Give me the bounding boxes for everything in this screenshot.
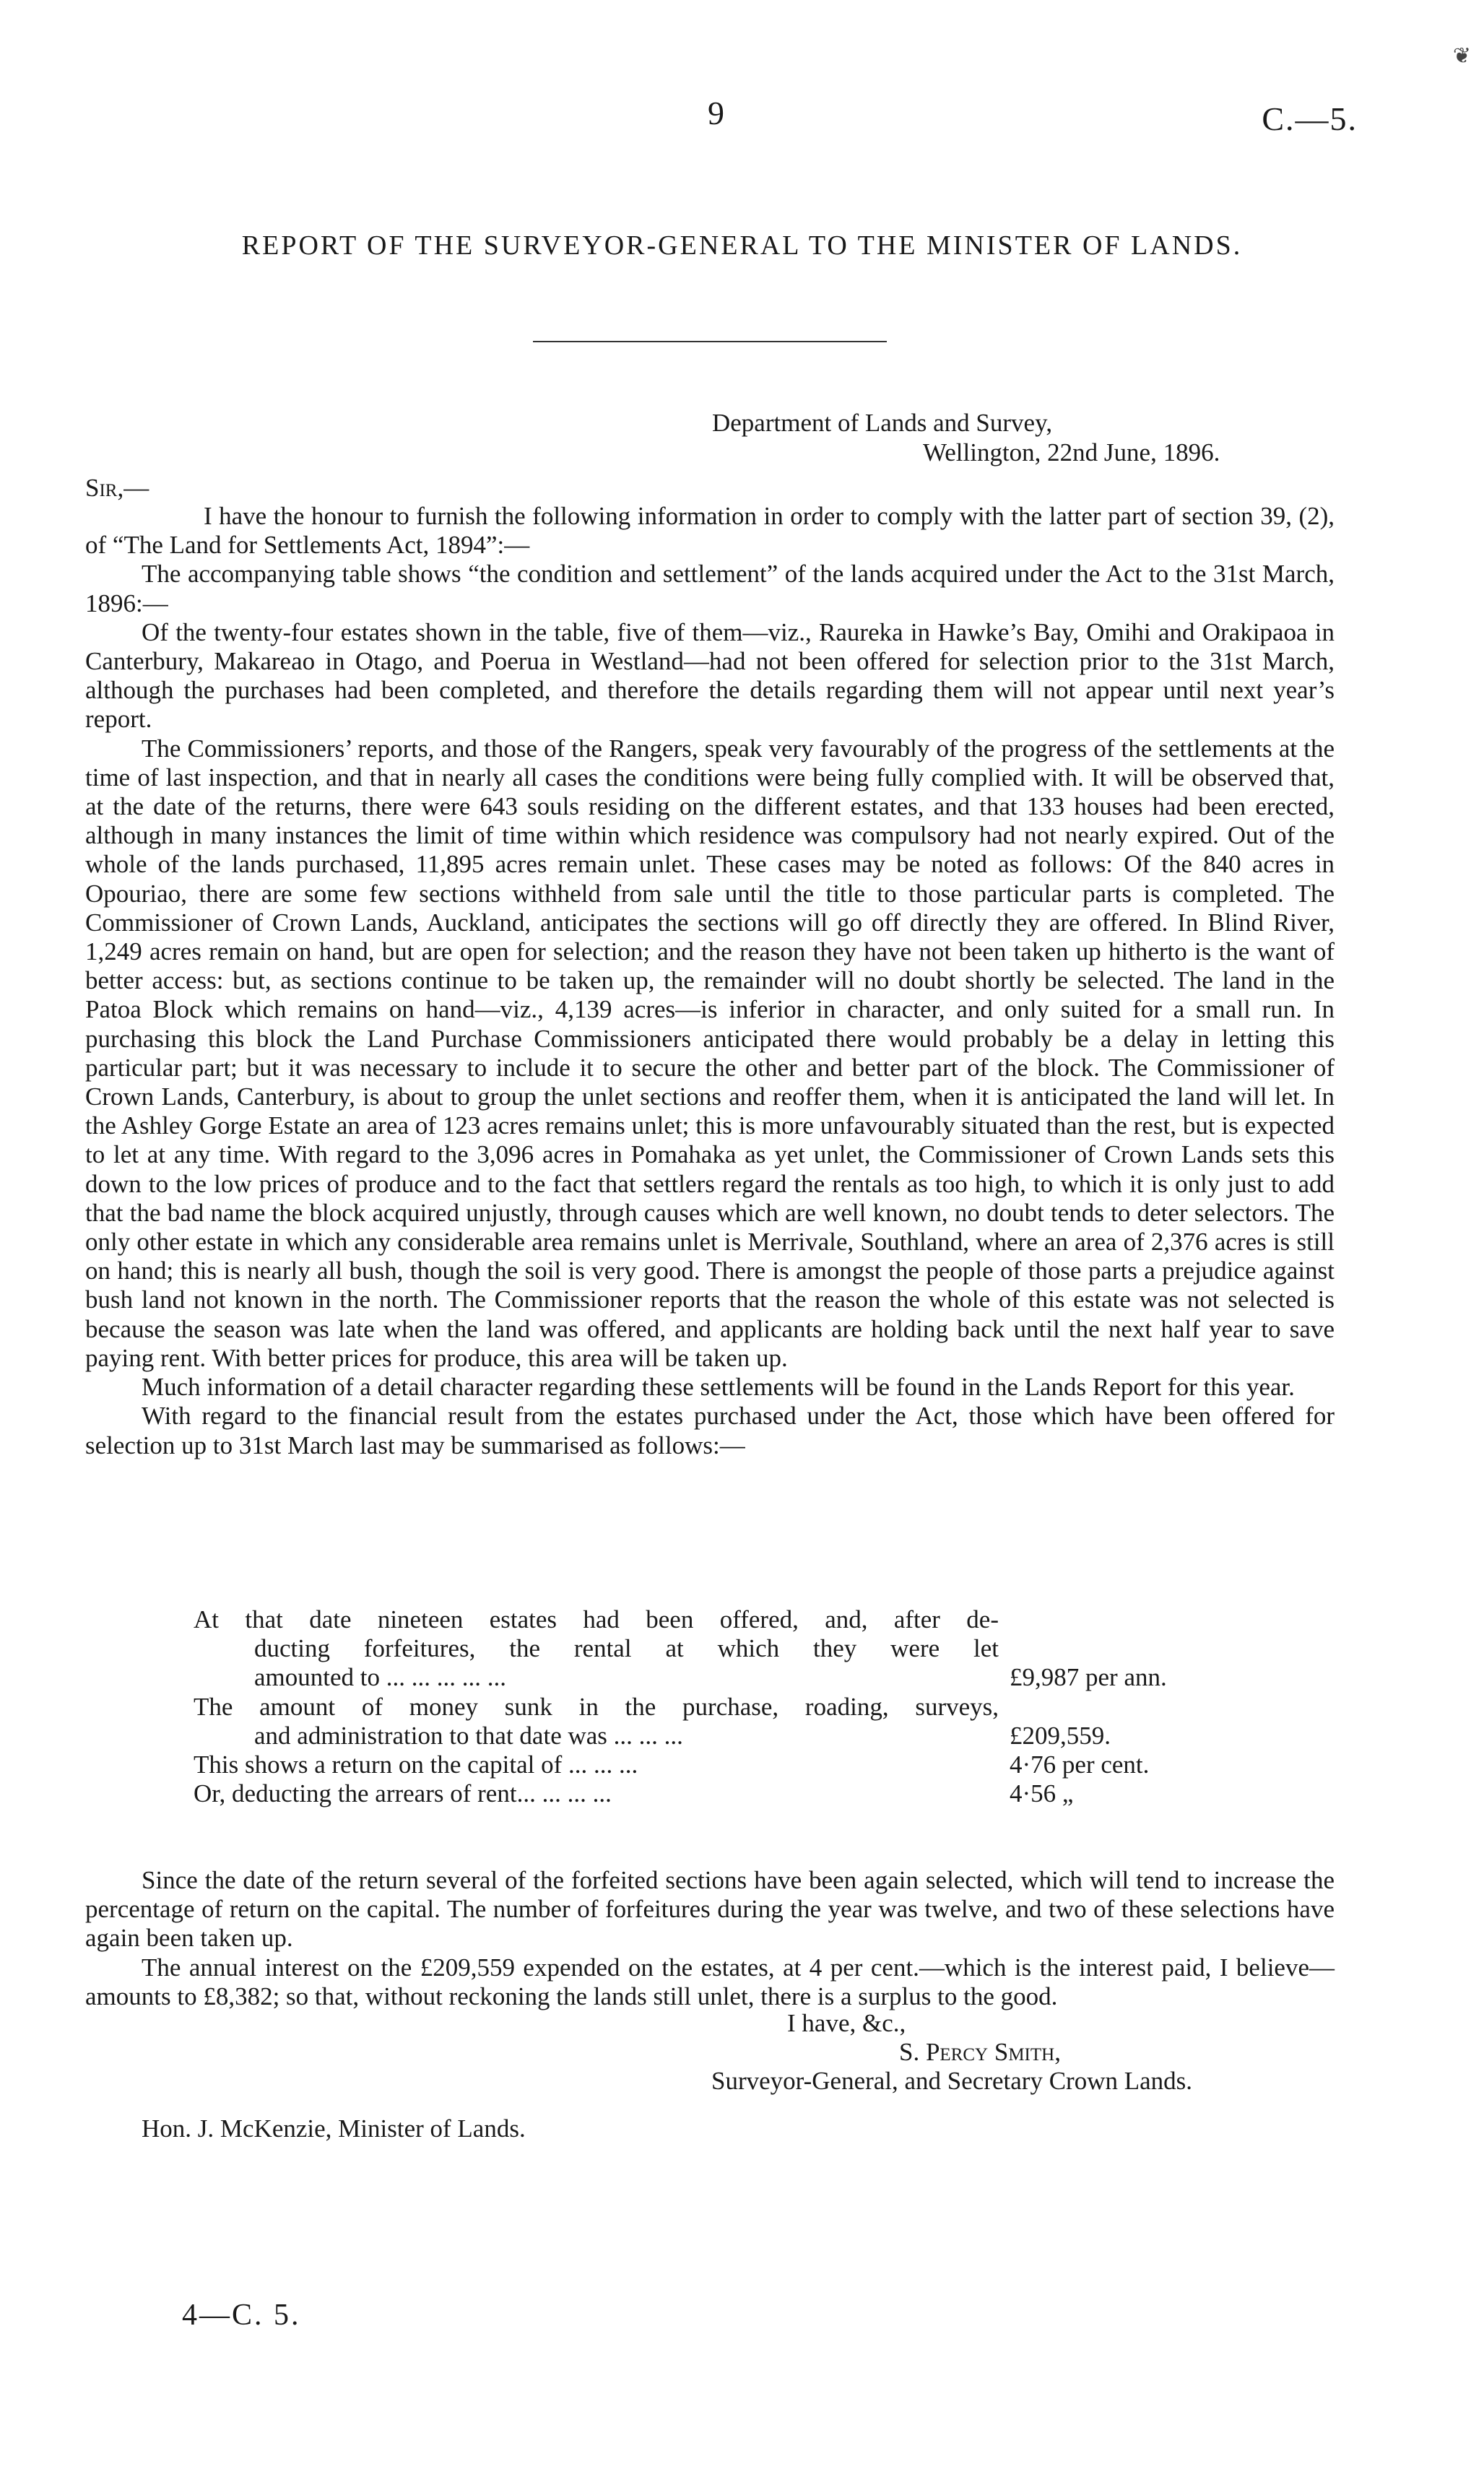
title-divider	[533, 341, 887, 342]
summary-label: Or, deducting the arrears of rent... ... ... ...	[194, 1779, 612, 1808]
footer-reference: 4—C. 5.	[182, 2299, 301, 2332]
summary-value: 4·76 per cent.	[1010, 1750, 1150, 1779]
paragraph: Of the twenty-four estates shown in the table, five of them—viz., Raureka in Hawke’s Bay, Omihi and Orakipaoa in Canterbury, Makareao in Otago, and Poerua in Westland—had not been offered for selection prior to the 31st March, although the purchases had been completed, and therefore the details regarding them will not appear until next year’s report.	[85, 617, 1335, 734]
page-number: 9	[708, 95, 724, 131]
address-place-date: Wellington, 22nd June, 1896.	[923, 438, 1220, 467]
addressee: Hon. J. McKenzie, Minister of Lands.	[142, 2114, 526, 2143]
summary-row	[194, 1693, 1233, 1722]
summary-row	[194, 1722, 1233, 1750]
financial-summary	[194, 1605, 1233, 1808]
summary-value: £9,987 per ann.	[1010, 1663, 1167, 1692]
summary-label: and administration to that date was ... ... ...	[254, 1721, 683, 1750]
report-title: REPORT OF THE SURVEYOR-GENERAL TO THE MINISTER OF LANDS.	[241, 230, 1243, 261]
summary-row	[194, 1605, 1233, 1634]
summary-value: 4·56 „	[1010, 1779, 1074, 1808]
paragraph: Much information of a detail character regarding these settlements will be found in the Lands Report for this year.	[142, 1373, 1295, 1402]
summary-label: amounted to ... ... ... ... ...	[254, 1663, 506, 1692]
summary-row	[194, 1779, 1233, 1808]
corner-ornament-icon: ❦	[1452, 44, 1471, 68]
report-body	[85, 502, 1335, 1460]
signature-name: S. Percy Smith,	[899, 2038, 1061, 2066]
salutation: Sir,—	[85, 474, 149, 502]
address-department: Department of Lands and Survey,	[712, 409, 1053, 437]
summary-value: £209,559.	[1010, 1721, 1111, 1750]
summary-row	[194, 1750, 1233, 1779]
paragraph: I have the honour to furnish the following information in order to comply with the latter part of section 39, (2), of “The Land for Settlements Act, 1894”:—	[85, 502, 1335, 560]
summary-row	[194, 1663, 1233, 1692]
paragraph: The annual interest on the £209,559 expended on the estates, at 4 per cent.—which is the interest paid, I believe—amounts to £8,382; so that, without reckoning the lands still unlet, there is a surplus to the good.	[85, 1953, 1335, 2010]
summary-label: The amount of money sunk in the purchase, roading, surveys,	[194, 1692, 999, 1721]
paragraph: Since the date of the return several of the forfeited sections have been again selected, which will tend to increase the percentage of return on the capital. The number of forfeitures during the year was twelve, and two of these selections have again been taken up.	[85, 1866, 1335, 1953]
signature-title: Surveyor-General, and Secretary Crown Lands.	[711, 2067, 1193, 2095]
summary-label: This shows a return on the capital of ... ... ...	[194, 1750, 638, 1779]
summary-row	[194, 1634, 1233, 1663]
document-reference: C.—5.	[1262, 100, 1358, 137]
report-closing-body	[85, 1866, 1335, 2011]
paragraph: The Commissioners’ reports, and those of the Rangers, speak very favourably of the progress of the settlements at the time of last inspection, and that in nearly all cases the conditions were being fully complied with. It will be observed that, at the date of the returns, there were 643 souls residing on the different estates, and that 133 houses had been erected, although in many instances the limit of time within which residence was compulsory had not nearly expired. Out of the whole of the lands purchased, 11,895 acres remain unlet. These cases may be noted as follows: Of the 840 acres in Opouriao, there are some few sections withheld from sale until the title to those particular parts is completed. The Commissioner of Crown Lands, Auckland, anticipates the sections will go off directly they are offered. In Blind River, 1,249 acres remain on hand, but are open for selection; and the reason they have not been taken up hitherto is the want of better access: but, as sections continue to be taken up, the remainder will no doubt shortly be selected. The land in the Patoa Block which remains on hand—viz., 4,139 acres—is inferior in character, and only suited for a small run. In purchasing this block the Land Purchase Commissioners anticipated there would probably be a delay in letting this particular part; but it was necessary to include it to secure the other and better part of the block. The Commissioner of Crown Lands, Canterbury, is about to group the unlet sections and reoffer them, when it is anticipated the land will let. In the Ashley Gorge Estate an area of 123 acres remains unlet; this is more unfavourably situated than the rest, but is expected to let at any time. With regard to the 3,096 acres in Pomahaka as yet unlet, the Commissioner of Crown Lands sets this down to the low prices of produce and to the fact that settlers regard the rentals as too high, to which it is only just to add that the bad name the block acquired unjustly, through causes which are well known, no doubt tends to deter selectors. The only other estate in which any considerable area remains unlet is Merrivale, Southland, where an area of 2,376 acres is still on hand; this is nearly all bush, though the soil is very good. There is amongst the people of those parts a prejudice against bush land not known in the north. The Commissioner reports that the reason the whole of this estate was not selected is because the season was late when the land was offered, and applicants are holding back until the next half year to save paying rent. With better prices for produce, this area will be taken up.	[85, 734, 1335, 1372]
summary-label: At that date nineteen estates had been offered, and, after de-	[194, 1605, 999, 1633]
paragraph: The accompanying table shows “the condition and settlement” of the lands acquired under the Act to the 31st March, 1896:—	[85, 560, 1335, 617]
paragraph: With regard to the financial result from the estates purchased under the Act, those which have been offered for selection up to 31st March last may be summarised as follows:—	[85, 1402, 1335, 1459]
summary-label: ducting forfeitures, the rental at which they were let	[254, 1634, 999, 1663]
signature-closing: I have, &c.,	[787, 2009, 906, 2037]
